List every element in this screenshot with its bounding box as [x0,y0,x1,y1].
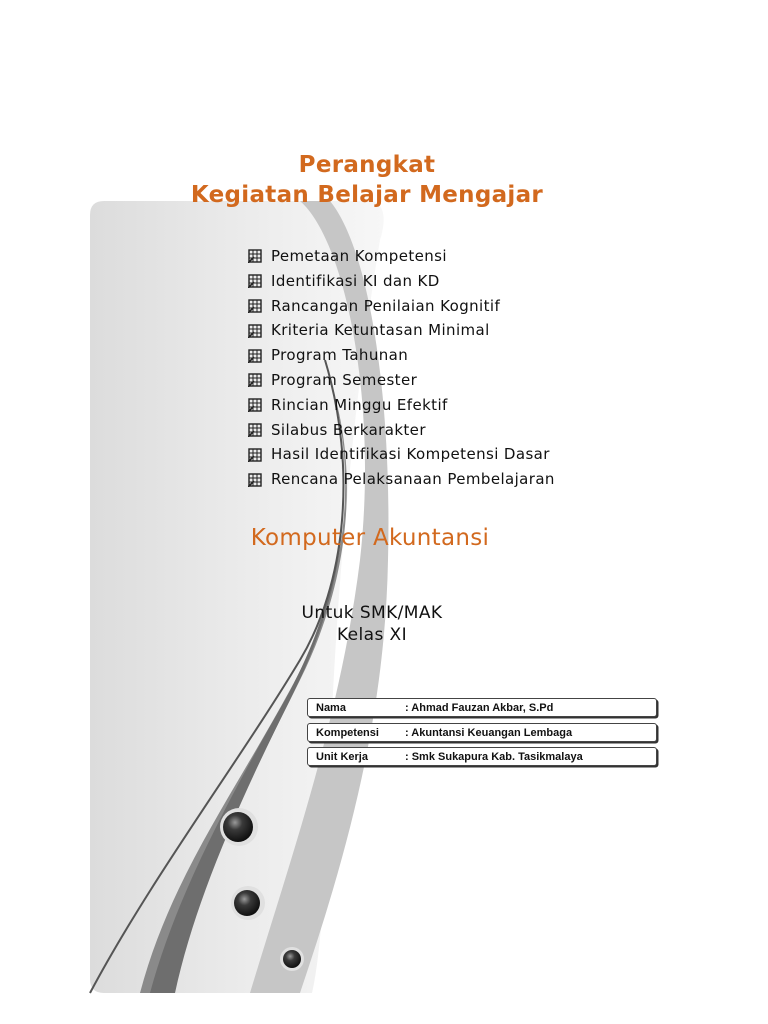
subject-title: Komputer Akuntansi [250,525,490,551]
grid-bullet-icon [248,299,262,313]
info-value: : Smk Sukapura Kab. Tasikmalaya [405,751,583,763]
list-item-label: Identifikasi KI dan KD [271,271,440,290]
list-item-label: Rancangan Penilaian Kognitif [271,296,501,315]
list-item-label: Hasil Identifikasi Kompetensi Dasar [271,445,550,464]
grid-bullet-icon [248,448,262,462]
list-item [248,294,555,319]
list-item-label: Program Semester [271,370,418,389]
list-item [248,393,555,418]
document-list [248,244,555,492]
grid-bullet-icon [248,473,262,487]
list-item-label: Rencana Pelaksanaan Pembelajaran [271,470,555,489]
title-line-1: Perangkat [298,152,436,178]
grid-bullet-icon [248,274,262,288]
grid-bullet-icon [248,373,262,387]
list-item [248,418,555,443]
list-item [248,467,555,492]
info-box-nama [307,698,657,717]
info-label: Nama [316,702,346,714]
grid-bullet-icon [248,398,262,412]
list-item-label: Program Tahunan [271,346,409,365]
list-item [248,244,555,269]
ball-3 [280,947,304,971]
list-item-label: Rincian Minggu Efektif [271,395,448,414]
ball-2 [231,886,265,920]
info-value: : Ahmad Fauzan Akbar, S.Pd [405,702,554,714]
ball-1 [220,808,258,846]
list-item [248,368,555,393]
grid-bullet-icon [248,349,262,363]
info-label: Kompetensi [316,727,379,739]
list-item-label: Pemetaan Kompetensi [271,247,447,265]
info-box-kompetensi [307,723,657,742]
list-item-label: Silabus Berkarakter [271,420,426,439]
grid-bullet-icon [248,423,262,437]
target-class: Kelas XI [336,625,408,645]
title-line-2: Kegiatan Belajar Mengajar [190,182,544,208]
list-item [248,269,555,294]
info-value: : Akuntansi Keuangan Lembaga [405,727,573,739]
list-item [248,442,555,467]
list-item [248,343,555,368]
grid-bullet-icon [248,249,262,263]
info-box-unit-kerja [307,747,657,766]
target-school: Untuk SMK/MAK [301,603,443,623]
grid-bullet-icon [248,324,262,338]
list-item [248,318,555,343]
info-label: Unit Kerja [316,751,368,763]
list-item-label: Kriteria Ketuntasan Minimal [271,321,490,340]
